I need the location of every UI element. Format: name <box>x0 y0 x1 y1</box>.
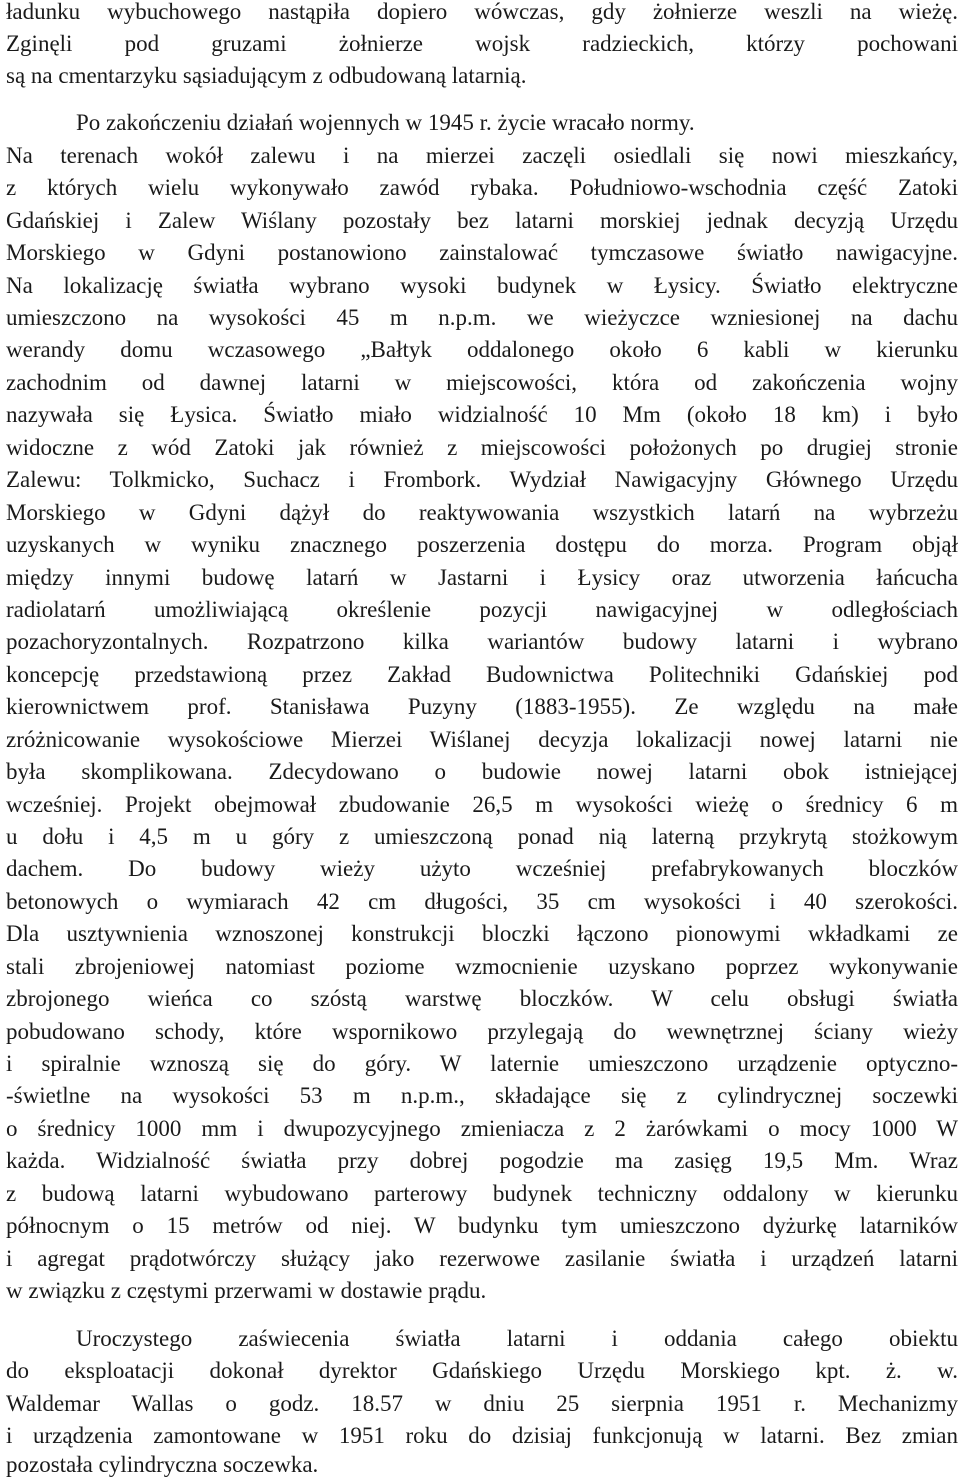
text-line-37: z budową latarni wybudowano parterowy budynek techniczny oddalony w kierunku <box>6 1181 958 1206</box>
text-line-17: uzyskanych w wyniku znacznego poszerzenia dostępu do morza. Program objął <box>6 532 958 557</box>
text-line-38: północnym o 15 metrów od niej. W budynku tym umieszczono dyżurkę latarników <box>6 1213 958 1238</box>
text-line-15: Zalewu: Tolkmicko, Suchacz i Frombork. Wydział Nawigacyjny Głównego Urzędu <box>6 467 958 492</box>
text-line-4: Po zakończeniu działań wojennych w 1945 r. życie wracało normy. <box>76 110 695 135</box>
text-line-40: w związku z częstymi przerwami w dostawie prądu. <box>6 1278 487 1303</box>
text-line-1: ładunku wybuchowego nastąpiła dopiero wówczas, gdy żołnierze weszli na wieżę. <box>6 0 958 24</box>
text-line-20: pozachoryzontalnych. Rozpatrzono kilka wariantów budowy latarni i wybrano <box>6 629 958 654</box>
text-line-36: każda. Widzialność światła przy dobrej pogodzie ma zasięg 19,5 Mm. Wraz <box>6 1148 958 1173</box>
text-line-33: i spiralnie wznoszą się do góry. W laternie umieszczono urządzenie optyczno- <box>6 1051 958 1076</box>
text-line-45: pozostała cylindryczna soczewka. <box>6 1452 319 1477</box>
text-line-16: Morskiego w Gdyni dążył do reaktywowania wszystkich latarń na wybrzeżu <box>6 500 958 525</box>
text-line-27: dachem. Do budowy wieży użyto wcześniej prefabrykowanych bloczków <box>6 856 958 881</box>
text-line-3: są na cmentarzyku sąsiadującym z odbudowaną latarnią. <box>6 63 527 88</box>
text-line-12: zachodnim od dawnej latarni w miejscowości, która od zakończenia wojny <box>6 370 958 395</box>
text-line-35: o średnicy 1000 mm i dwupozycyjnego zmieniacza z 2 żarówkami o mocy 1000 W <box>6 1116 958 1141</box>
text-line-7: Gdańskiej i Zalew Wiślany pozostały bez latarni morskiej jednak decyzją Urzędu <box>6 208 958 233</box>
text-line-13: nazywała się Łysica. Światło miało widzialność 10 Mm (około 18 km) i było <box>6 402 958 427</box>
text-line-18: między innymi budowę latarń w Jastarni i Łysicy oraz utworzenia łańcucha <box>6 565 958 590</box>
text-line-44: i urządzenia zamontowane w 1951 roku do dzisiaj funkcjonują w latarni. Bez zmian <box>6 1423 958 1448</box>
text-line-25: wcześniej. Projekt obejmował zbudowanie 26,5 m wysokości wieżę o średnicy 6 m <box>6 792 958 817</box>
text-line-32: pobudowano schody, które wspornikowo przylegają do wewnętrznej ściany wieży <box>6 1019 958 1044</box>
text-line-24: była skomplikowana. Zdecydowano o budowie nowej latarni obok istniejącej <box>6 759 958 784</box>
text-line-11: werandy domu wczasowego „Bałtyk oddalonego około 6 kabli w kierunku <box>6 337 958 362</box>
text-line-10: umieszczono na wysokości 45 m n.p.m. we wieżyczce wzniesionej na dachu <box>6 305 958 330</box>
text-line-23: zróżnicowanie wysokościowe Mierzei Wiślanej decyzja lokalizacji nowej latarni nie <box>6 727 958 752</box>
text-line-26: u dołu i 4,5 m u góry z umieszczoną ponad nią laterną przykrytą stożkowym <box>6 824 958 849</box>
text-line-2: Zginęli pod gruzami żołnierze wojsk radzieckich, którzy pochowani <box>6 31 958 56</box>
text-line-43: Waldemar Wallas o godz. 18.57 w dniu 25 sierpnia 1951 r. Mechanizmy <box>6 1391 958 1416</box>
text-line-31: zbrojonego wieńca co szóstą warstwę bloczków. W celu obsługi światła <box>6 986 958 1011</box>
text-line-28: betonowych o wymiarach 42 cm długości, 35 cm wysokości i 40 szerokości. <box>6 889 958 914</box>
text-line-9: Na lokalizację światła wybrano wysoki budynek w Łysicy. Światło elektryczne <box>6 273 958 298</box>
text-line-6: z których wielu wykonywało zawód rybaka. Południowo-wschodnia część Zatoki <box>6 175 958 200</box>
text-line-8: Morskiego w Gdyni postanowiono zainstalować tymczasowe światło nawigacyjne. <box>6 240 958 265</box>
text-line-42: do eksploatacji dokonał dyrektor Gdańskiego Urzędu Morskiego kpt. ż. w. <box>6 1358 958 1383</box>
text-line-34: -świetlne na wysokości 53 m n.p.m., składające się z cylindrycznej soczewki <box>6 1083 958 1108</box>
text-line-41: Uroczystego zaświecenia światła latarni i oddania całego obiektu <box>76 1326 958 1351</box>
text-line-29: Dla usztywnienia wznoszonej konstrukcji bloczki łączono pionowymi wkładkami ze <box>6 921 958 946</box>
text-line-5: Na terenach wokół zalewu i na mierzei zaczęli osiedlali się nowi mieszkańcy, <box>6 143 958 168</box>
text-line-22: kierownictwem prof. Stanisława Puzyny (1883-1955). Ze względu na małe <box>6 694 958 719</box>
text-line-21: koncepcję przedstawioną przez Zakład Budownictwa Politechniki Gdańskiej pod <box>6 662 958 687</box>
text-line-39: i agregat prądotwórczy służący jako rezerwowe zasilanie światła i urządzeń latarni <box>6 1246 958 1271</box>
text-line-30: stali zbrojeniowej natomiast poziome wzmocnienie uzyskano poprzez wykonywanie <box>6 954 958 979</box>
text-line-19: radiolatarń umożliwiającą określenie pozycji nawigacyjnej w odległościach <box>6 597 958 622</box>
text-line-14: widoczne z wód Zatoki jak również z miejscowości położonych po drugiej stronie <box>6 435 958 460</box>
